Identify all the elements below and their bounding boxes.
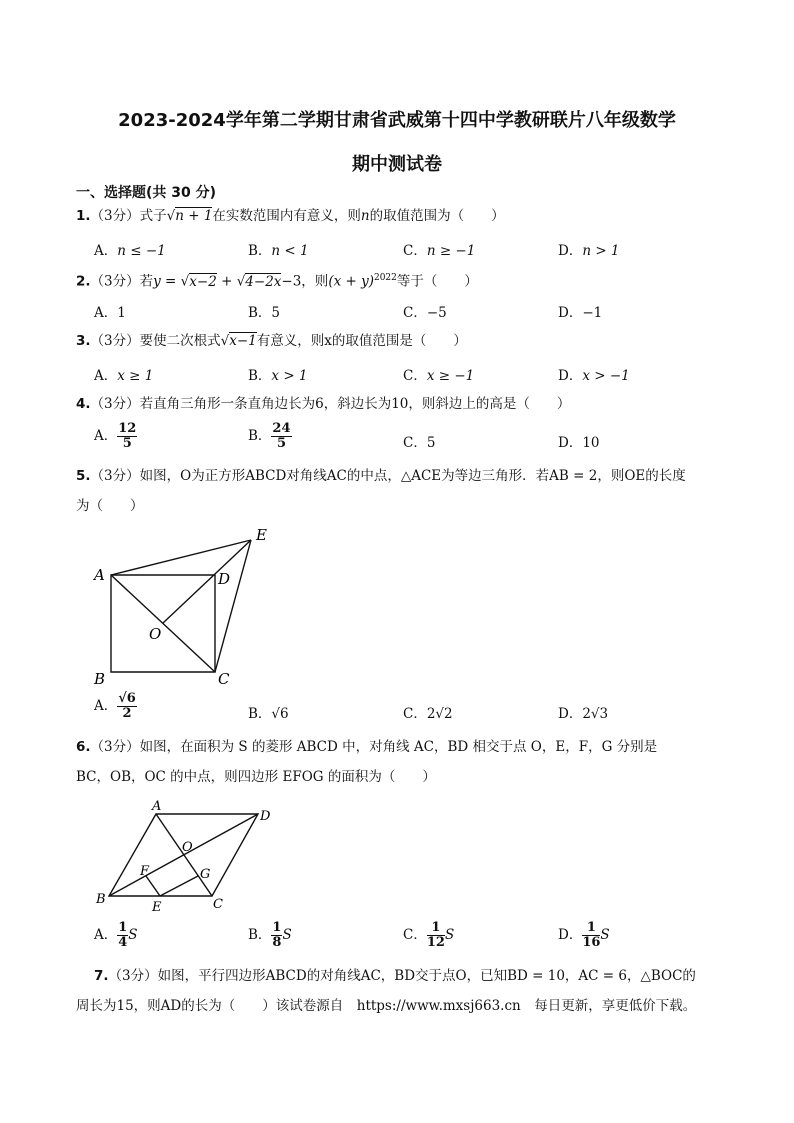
q1-option-a[interactable]: A．n ≤ −1 bbox=[94, 243, 166, 259]
label-b: B bbox=[96, 892, 106, 907]
question-number: 7. bbox=[94, 968, 109, 984]
question-7: 7.（3分）如图，平行四边形ABCD的对角线AC，BD交于点O，已知BD = 10，AC = 6，△BOC的 bbox=[94, 968, 696, 984]
q6-option-d[interactable]: D． $\frac{1}{16}$ S bbox=[558, 920, 610, 950]
label-a: A bbox=[152, 799, 162, 814]
q6-option-b[interactable]: B． $\frac{1}{8}$ S bbox=[248, 920, 292, 950]
q6-figure bbox=[92, 796, 282, 914]
q2-option-d[interactable]: D．−1 bbox=[558, 305, 603, 321]
question-6: 6.（3分）如图，在面积为 S 的菱形 ABCD 中，对角线 AC，BD 相交于点 O，E，F，G 分别是 BC，OB，OC 的中点，则四边形 EFOG 的面积为（ ） bbox=[76, 739, 658, 785]
q5-option-b[interactable]: B．√6 bbox=[248, 706, 289, 722]
label-e: E bbox=[256, 526, 267, 544]
q3-option-b[interactable]: B．x > 1 bbox=[248, 368, 308, 384]
question-number: 2. bbox=[76, 273, 91, 290]
label-f: F bbox=[140, 864, 150, 879]
label-d: D bbox=[218, 570, 231, 588]
question-4: 4.（3分）若直角三角形一条直角边长为6，斜边长为10，则斜边上的高是（ ） bbox=[76, 396, 571, 412]
question-5: 5.（3分）如图，O为正方形ABCD对角线AC的中点，△ACE为等边三角形．若AB = 2，则OE的长度 为（ ） bbox=[76, 468, 686, 514]
label-c: C bbox=[218, 670, 230, 688]
title-line-2: 期中测试卷 bbox=[352, 154, 442, 175]
segment-fe bbox=[146, 876, 160, 896]
segment-ce bbox=[215, 540, 251, 672]
question-number: 1. bbox=[76, 208, 91, 224]
q5-option-a[interactable]: A． $\frac{√6}{2}$ bbox=[94, 691, 136, 721]
q6-option-c[interactable]: C． $\frac{1}{12}$ S bbox=[403, 920, 455, 950]
question-3: 3.（3分）要使二次根式√x−1有意义，则x的取值范围是（ ） bbox=[76, 333, 467, 349]
question-points: （3分） bbox=[90, 273, 140, 290]
q3-option-c[interactable]: C．x ≥ −1 bbox=[403, 368, 475, 384]
label-a: A bbox=[94, 566, 105, 584]
q3-option-a[interactable]: A．x ≥ 1 bbox=[94, 368, 154, 384]
question-points: （3分） bbox=[90, 396, 140, 412]
title-line-1: 2023-2024学年第二学期甘肃省武威第十四中学教研联片八年级数学 bbox=[118, 110, 676, 131]
question-2: 2.（3分）若y = √x−2 + √4−2x−3，则$(x + y)^{2022}$等于（ ） bbox=[76, 273, 478, 290]
q1-option-c[interactable]: C．n ≥ −1 bbox=[403, 243, 476, 259]
q5-figure bbox=[88, 522, 278, 692]
q2-option-a[interactable]: A．1 bbox=[94, 305, 126, 321]
q4-option-b[interactable]: B． $\frac{24}{5}$ bbox=[248, 421, 291, 451]
question-number: 4. bbox=[76, 396, 91, 412]
question-points: （3分） bbox=[90, 208, 140, 224]
segment-eg bbox=[160, 876, 198, 896]
q3-option-d[interactable]: D．x > −1 bbox=[558, 368, 630, 384]
q5-option-d[interactable]: D．2√3 bbox=[558, 706, 609, 722]
label-o: O bbox=[149, 625, 162, 643]
question-number: 6. bbox=[76, 739, 91, 755]
question-points: （3分） bbox=[108, 968, 158, 984]
label-d: D bbox=[260, 809, 271, 824]
question-number: 5. bbox=[76, 468, 91, 484]
question-points: （3分） bbox=[90, 468, 140, 484]
label-e: E bbox=[152, 900, 162, 914]
question-number: 3. bbox=[76, 333, 91, 349]
label-g: G bbox=[200, 867, 211, 882]
question-7-line-2: 周长为15，则AD的长为（ ）该试卷源自 https://www.mxsj663.cn 每日更新，享更低价下载。 bbox=[76, 998, 697, 1014]
q4-option-d[interactable]: D．10 bbox=[558, 435, 600, 451]
question-points: （3分） bbox=[90, 739, 140, 755]
question-1: 1.（3分）式子√n + 1在实数范围内有意义，则n的取值范围为（ ） bbox=[76, 208, 505, 224]
q2-option-b[interactable]: B．5 bbox=[248, 305, 281, 321]
q1-option-b[interactable]: B．n < 1 bbox=[248, 243, 309, 259]
q6-option-a[interactable]: A． $\frac{1}{4}$ S bbox=[94, 920, 138, 950]
section-heading: 一、选择题(共 30 分) bbox=[76, 185, 217, 201]
label-c: C bbox=[213, 897, 223, 912]
q4-option-a[interactable]: A． $\frac{12}{5}$ bbox=[94, 421, 137, 451]
q4-option-c[interactable]: C．5 bbox=[403, 435, 436, 451]
q2-option-c[interactable]: C．−5 bbox=[403, 305, 447, 321]
q5-option-c[interactable]: C．2√2 bbox=[403, 706, 453, 722]
q1-option-d[interactable]: D．n > 1 bbox=[558, 243, 620, 259]
question-points: （3分） bbox=[90, 333, 140, 349]
label-o: O bbox=[182, 840, 193, 855]
label-b: B bbox=[94, 670, 106, 688]
segment-oe bbox=[163, 540, 251, 623]
